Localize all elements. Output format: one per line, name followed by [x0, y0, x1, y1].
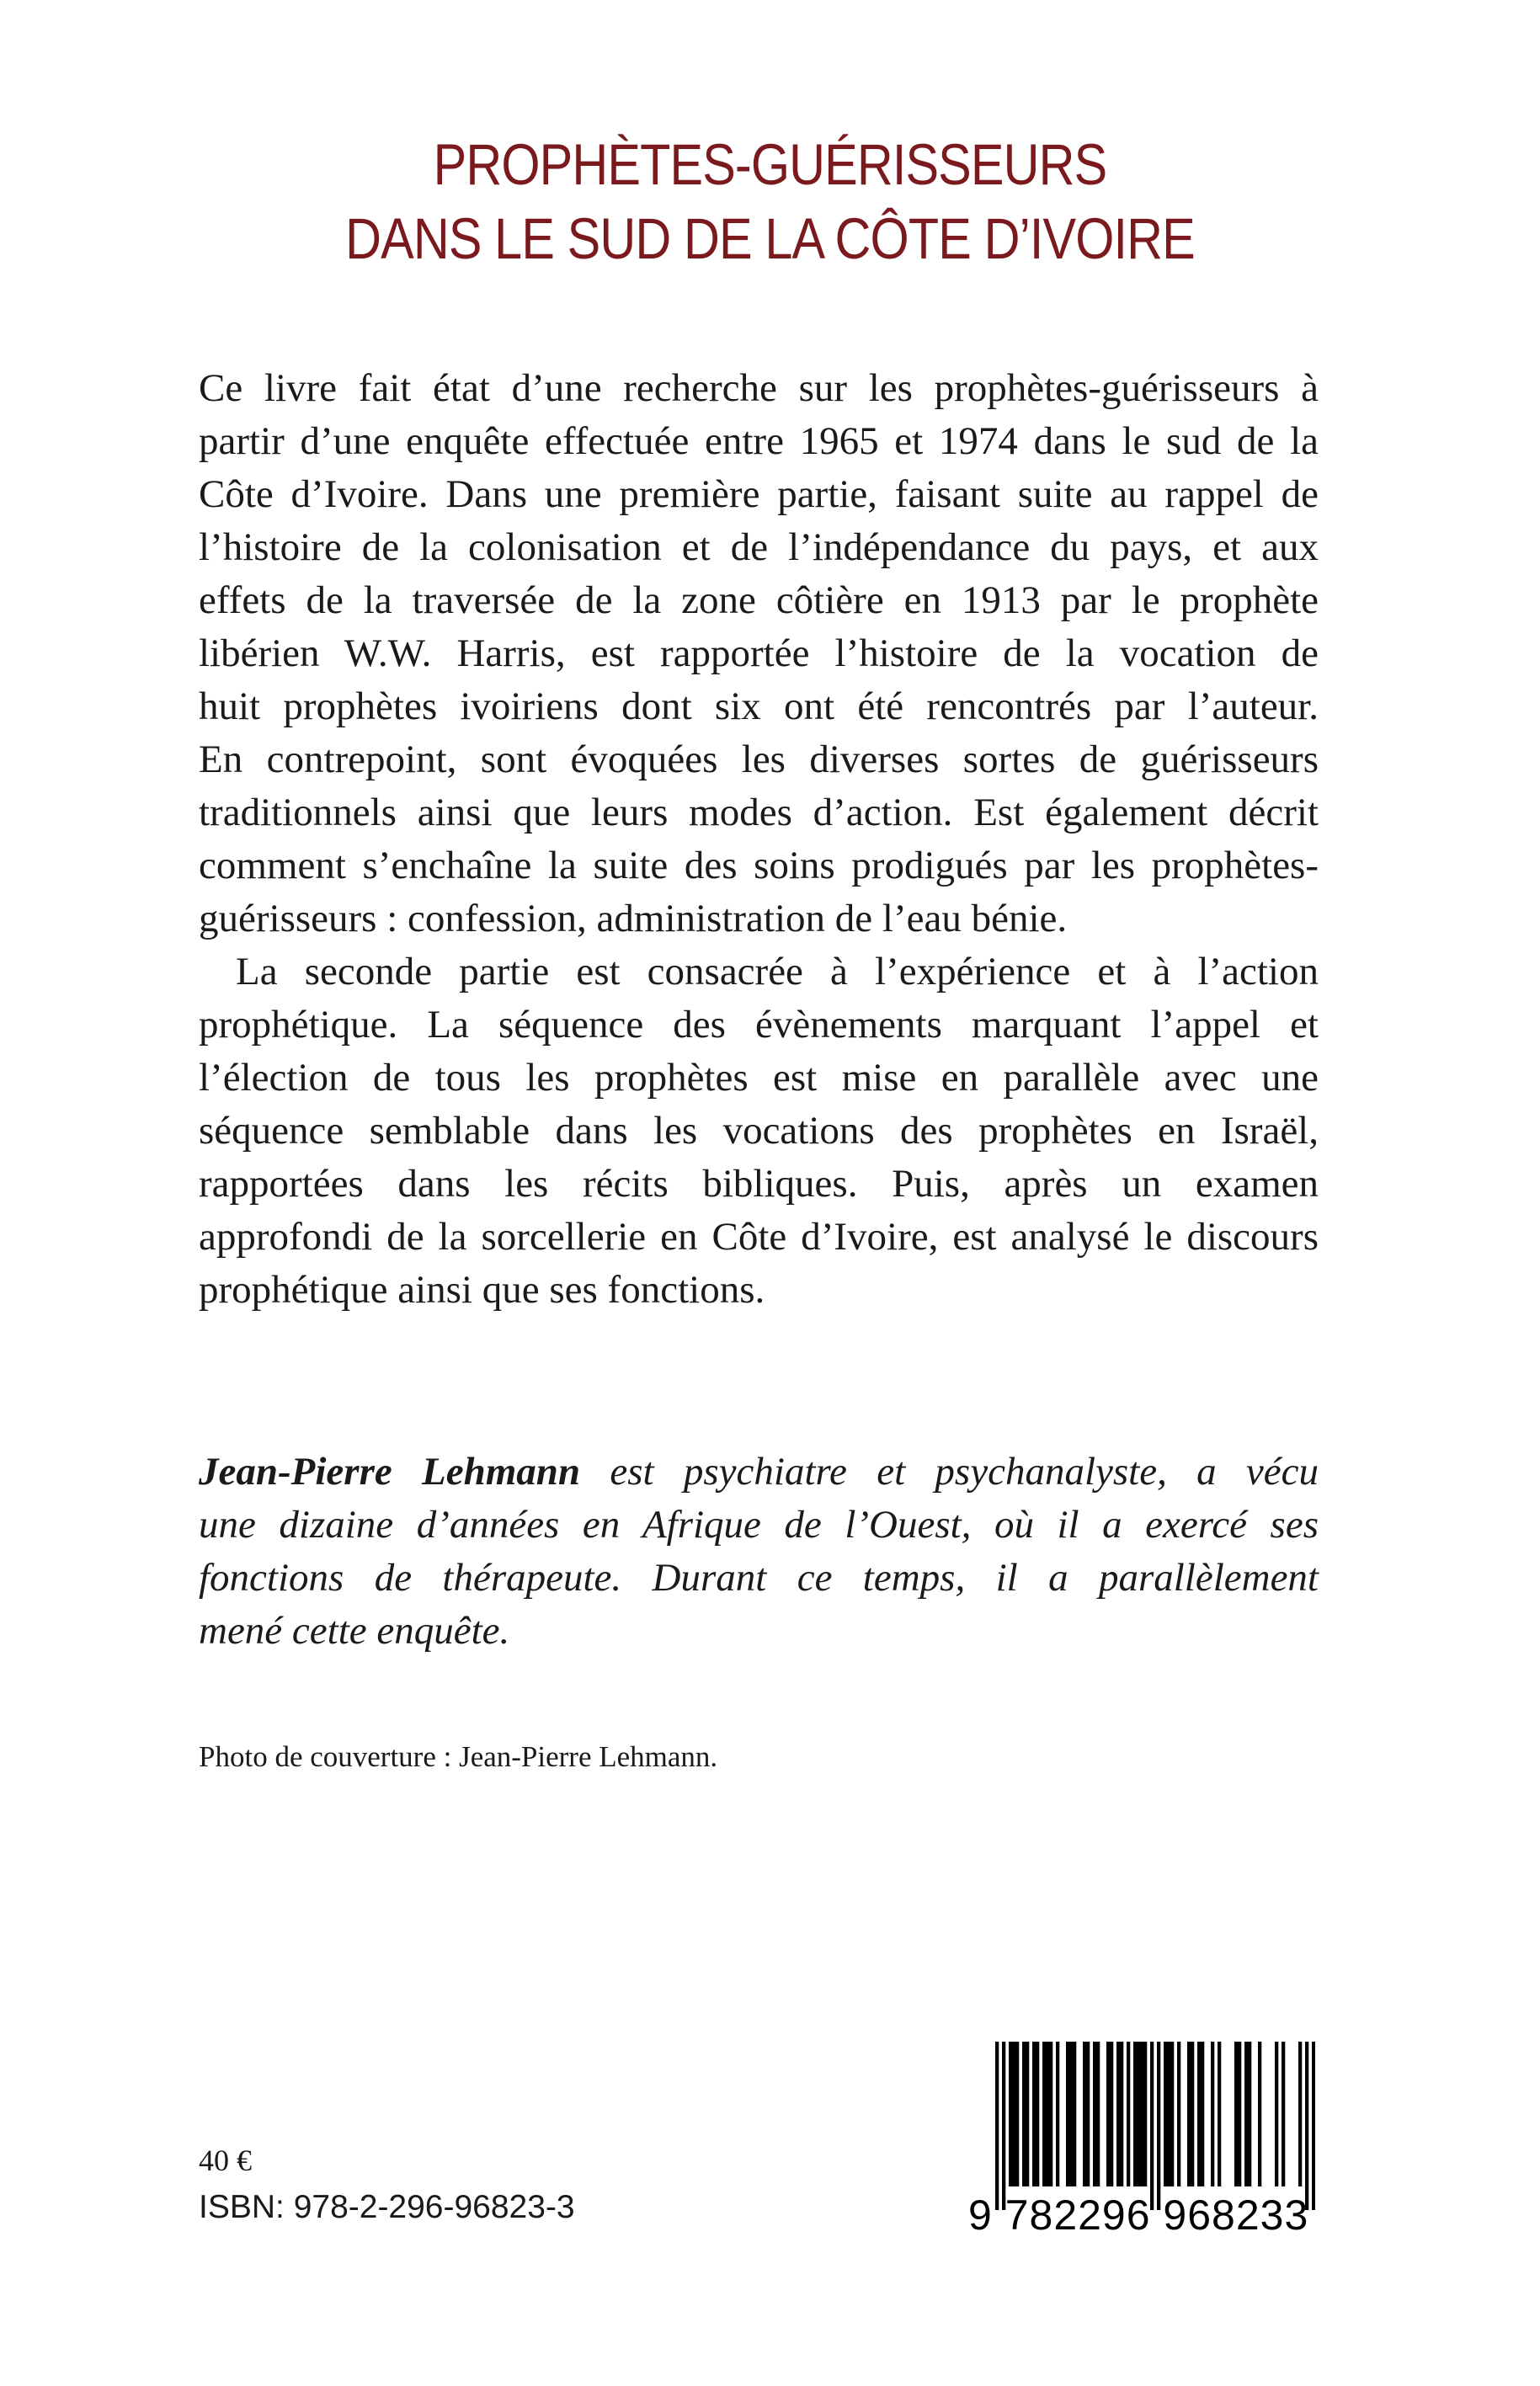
isbn: ISBN: 978-2-296-96823-3 — [199, 2189, 575, 2225]
barcode-bar — [1191, 2042, 1194, 2186]
barcode-bar — [1298, 2042, 1302, 2186]
barcode-bar — [1083, 2042, 1086, 2186]
price: 40 € — [199, 2144, 252, 2177]
summary-line: libérien W.W. Harris, est rapportée l’histoire de la vocation de — [199, 631, 1319, 675]
barcode-bar — [1312, 2042, 1315, 2210]
author-bio-line: une dizaine d’années en Afrique de l’Ouest, où il a exercé ses — [199, 1503, 1319, 1547]
barcode-bar — [1177, 2042, 1180, 2186]
barcode-bar — [1137, 2042, 1140, 2186]
barcode-bar — [1012, 2042, 1015, 2186]
summary-line: partir d’une enquête effectuée entre 1965 et 1974 dans le sud de la — [199, 419, 1319, 463]
barcode-bar — [1046, 2042, 1049, 2186]
barcode-bar — [1187, 2042, 1191, 2186]
barcode-bar — [1282, 2042, 1285, 2186]
summary-line: séquence semblable dans les vocations des prophètes en Israël, — [199, 1109, 1319, 1153]
title-line-1: PROPHÈTES-GUÉRISSEURS — [433, 132, 1107, 197]
barcode-bar — [1036, 2042, 1039, 2186]
summary-line: traditionnels ainsi que leurs modes d’action. Est également décrit — [199, 791, 1319, 834]
summary-line: La seconde partie est consacrée à l’expérience et à l’action — [236, 950, 1319, 993]
barcode-bar — [1201, 2042, 1204, 2186]
summary-line: Côte d’Ivoire. Dans une première partie, faisant suite au rappel de — [199, 472, 1319, 516]
barcode-bar — [1049, 2042, 1052, 2186]
summary-line: approfondi de la sorcellerie en Côte d’Ivoire, est analysé le discours — [199, 1215, 1319, 1259]
barcode-bar — [1120, 2042, 1123, 2186]
title-line-2: DANS LE SUD DE LA CÔTE D’IVOIRE — [345, 206, 1195, 271]
barcode-bar — [1275, 2042, 1278, 2186]
barcode-bar — [1002, 2042, 1005, 2210]
barcode-bar — [1133, 2042, 1137, 2186]
barcode-bar — [1073, 2042, 1076, 2186]
barcode-bar — [1164, 2042, 1167, 2186]
barcode-bar — [1157, 2042, 1160, 2210]
barcode-bar — [1218, 2042, 1221, 2186]
barcode-bar — [1305, 2042, 1308, 2210]
barcode-bar — [1167, 2042, 1170, 2186]
summary-line: En contrepoint, sont évoquées les diverses sortes de guérisseurs — [199, 738, 1319, 781]
barcode-bar — [1127, 2042, 1130, 2186]
author-name: Jean-Pierre Lehmann — [199, 1450, 581, 1494]
summary-line: l’histoire de la colonisation et de l’indépendance du pays, et aux — [199, 525, 1319, 569]
summary-line: prophétique ainsi que ses fonctions. — [199, 1268, 765, 1312]
summary-line: huit prophètes ivoiriens dont six ont été rencontrés par l’auteur. — [199, 684, 1319, 728]
barcode-bar — [1258, 2042, 1261, 2186]
barcode-bar — [1022, 2042, 1026, 2186]
barcode-bar — [1238, 2042, 1241, 2186]
summary-line: prophétique. La séquence des évènements marquant l’appel et — [199, 1003, 1319, 1047]
summary-line: guérisseurs : confession, administration de l’eau bénie. — [199, 897, 1068, 940]
barcode-bar — [1032, 2042, 1036, 2186]
barcode-bar — [1150, 2042, 1154, 2210]
barcode-bar — [1106, 2042, 1110, 2186]
summary-line: rapportées dans les récits bibliques. Puis, après un examen — [199, 1162, 1319, 1206]
barcode-bar — [1248, 2042, 1251, 2186]
barcode-bar — [1116, 2042, 1120, 2186]
photo-credit: Photo de couverture : Jean-Pierre Lehmann. — [199, 1740, 718, 1773]
barcode-bar — [1086, 2042, 1090, 2186]
barcode-bar — [1197, 2042, 1201, 2186]
barcode-bar — [1026, 2042, 1029, 2186]
barcode-bar — [1244, 2042, 1248, 2186]
barcode-bar — [1069, 2042, 1073, 2186]
author-bio-line: fonctions de thérapeute. Durant ce temps, il a parallèlement — [199, 1556, 1319, 1600]
author-bio-line: mené cette enquête. — [199, 1609, 510, 1653]
barcode-bar — [1015, 2042, 1019, 2186]
barcode-bar — [1066, 2042, 1069, 2186]
barcode-bar — [1211, 2042, 1214, 2186]
summary-line: effets de la traversée de la zone côtière en 1913 par le prophète — [199, 578, 1319, 622]
barcode-bar — [1170, 2042, 1174, 2186]
barcode-bar — [1009, 2042, 1012, 2186]
barcode-digits: 9 782296 968233 — [968, 2192, 1309, 2239]
barcode-bar — [1056, 2042, 1059, 2186]
summary-line: comment s’enchaîne la suite des soins prodigués par les prophètes- — [199, 844, 1319, 887]
barcode-bar — [1042, 2042, 1046, 2186]
summary-line: l’élection de tous les prophètes est mise en parallèle avec une — [199, 1056, 1319, 1100]
barcode-bar — [1234, 2042, 1238, 2186]
barcode-bar — [995, 2042, 999, 2210]
author-bio-line: Jean-Pierre Lehmann est psychiatre et psychanalyste, a vécu — [199, 1450, 1319, 1494]
barcode-bar — [1110, 2042, 1113, 2186]
barcode-bar — [1140, 2042, 1143, 2186]
barcode-bar — [1143, 2042, 1147, 2186]
barcode-bar — [1093, 2042, 1096, 2186]
summary-line: Ce livre fait état d’une recherche sur les prophètes-guérisseurs à — [199, 366, 1319, 410]
barcode-bar — [1096, 2042, 1100, 2186]
